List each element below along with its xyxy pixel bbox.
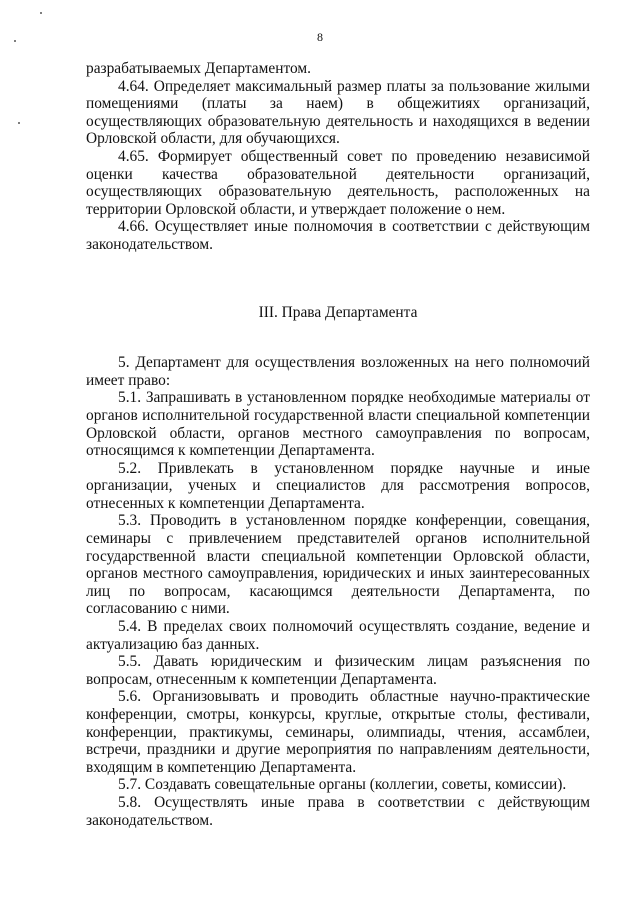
paragraph: 5.6. Организовывать и проводить областные научно-практические конференции, смотры, конкурсы, круглые, открытые столы, фестивали, конференции, практикумы, семинары, олимпиады, чтения, ассамблеи, встречи, праздники и другие мероприятия по направлениям деятельности, входящим в компетенцию Департамента. bbox=[86, 688, 590, 776]
paragraph: 5.5. Давать юридическим и физическим лицам разъяснения по вопросам, отнесенным к компетенции Департамента. bbox=[86, 653, 590, 688]
paragraph: 4.64. Определяет максимальный размер платы за пользование жилыми помещениями (платы за наем) в общежитиях организаций, осуществляющих образовательную деятельность и находящихся в ведении Орловской области, для обучающихся. bbox=[86, 77, 590, 148]
paragraph: 5.7. Создавать совещательные органы (коллегии, советы, комиссии). bbox=[118, 776, 567, 794]
paragraph: разрабатываемых Департаментом. bbox=[86, 60, 311, 77]
paragraph: 5.1. Запрашивать в установленном порядке необходимые материалы от органов исполнительной государственной власти специальной компетенции Орловской области, органов местного самоуправления по вопросам, относящимся к компетенции Департамента. bbox=[86, 389, 590, 460]
paragraph: 4.65. Формирует общественный совет по проведению независимой оценки качества образовательной деятельности организаций, осуществляющих образовательную деятельность, расположенных на территории Орловской области, и утверждает положение о нем. bbox=[86, 147, 590, 218]
scan-speck bbox=[40, 12, 42, 14]
paragraph: 5.2. Привлекать в установленном порядке научные и иные организации, ученых и специалистов для рассмотрения вопросов, отнесенных к компетенции Департамента. bbox=[86, 459, 590, 512]
paragraph: 5.3. Проводить в установленном порядке конференции, совещания, семинары с привлечением представителей органов исполнительной государственной власти специальной компетенции Орловской области, органов местного самоуправления, юридических и иных заинтересованных лиц по вопросам, касающимся деятельности Департамента, по согласованию с ними. bbox=[86, 512, 590, 618]
paragraph: 5.4. В пределах своих полномочий осуществлять создание, ведение и актуализацию баз данных. bbox=[86, 618, 590, 653]
section-heading: III. Права Департамента bbox=[258, 303, 418, 321]
paragraph: 5.8. Осуществлять иные права в соответствии с действующим законодательством. bbox=[86, 793, 590, 829]
scan-speck bbox=[18, 122, 20, 124]
paragraph: 5. Департамент для осуществления возложенных на него полномочий имеет право: bbox=[86, 354, 590, 389]
document-body bbox=[86, 60, 590, 829]
paragraph: 4.66. Осуществляет иные полномочия в соответствии с действующим законодательством. bbox=[86, 218, 590, 253]
page-number: 8 bbox=[317, 30, 323, 44]
